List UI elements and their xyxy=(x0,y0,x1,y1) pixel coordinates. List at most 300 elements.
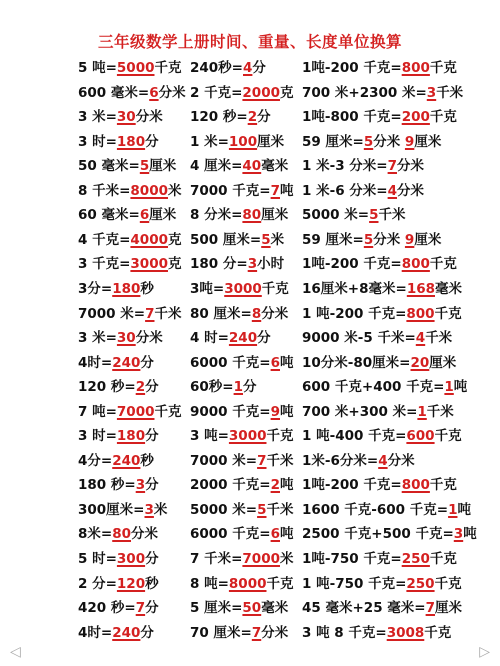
answer-value: 1 xyxy=(233,379,244,396)
question-text: 3 米= xyxy=(78,330,117,347)
question-text: 600 毫米= xyxy=(78,84,150,101)
answer-value: 4 xyxy=(243,60,253,76)
conversion-item xyxy=(78,473,159,497)
conversion-item xyxy=(302,498,471,522)
unit-text: 秒 xyxy=(145,575,159,592)
question-text: 3分= xyxy=(78,280,113,297)
answer-value: 240 xyxy=(112,624,141,641)
unit-text: 厘米 xyxy=(429,354,457,371)
answer-value: 80 xyxy=(242,207,262,224)
unit-text: 分米 xyxy=(373,231,405,248)
answer-value: 8000 xyxy=(130,182,168,199)
unit-text: 千米 xyxy=(436,84,464,101)
conversion-item xyxy=(78,449,154,473)
conversion-item xyxy=(78,130,159,154)
question-text: 4时= xyxy=(78,354,113,371)
unit-text: 千米 xyxy=(426,403,454,420)
unit-text: 千克 xyxy=(434,575,462,592)
conversion-item xyxy=(78,547,159,571)
question-text: 5 吨= xyxy=(78,60,117,76)
conversion-item xyxy=(302,473,457,497)
conversion-item xyxy=(78,522,158,546)
answer-value: 7 xyxy=(270,182,280,199)
question-text: 4 千克= xyxy=(78,231,131,248)
answer-value: 5 xyxy=(139,158,150,175)
conversion-row xyxy=(0,203,500,227)
unit-text: 分米 xyxy=(261,305,289,322)
question-text: 5 厘米= xyxy=(190,600,243,617)
conversion-item xyxy=(302,203,406,227)
question-text: 3 千克= xyxy=(78,256,131,273)
answer-value: 7 xyxy=(135,600,146,617)
question-text: 2 千克= xyxy=(190,84,243,101)
answer-value: 7000 xyxy=(116,403,155,420)
unit-text: 分米 xyxy=(397,182,425,199)
unit-text: 千克 xyxy=(424,624,452,641)
answer-value: 2000 xyxy=(242,84,280,101)
question-text: 3 吨= xyxy=(190,428,229,445)
unit-text: 千克 xyxy=(429,109,457,126)
answer-value: 180 xyxy=(116,133,146,150)
conversion-item xyxy=(302,130,441,154)
unit-text: 千克 xyxy=(261,280,289,297)
unit-text: 吨 xyxy=(463,526,477,543)
answer-value: 7 xyxy=(257,452,267,469)
conversion-item xyxy=(78,56,181,80)
question-text: 1 米-3 分米= xyxy=(302,158,388,175)
conversion-item xyxy=(78,424,159,448)
unit-text: 分米 xyxy=(131,526,159,543)
answer-value: 4 xyxy=(387,182,398,199)
answer-value: 3 xyxy=(135,477,146,494)
conversion-item xyxy=(302,56,457,80)
unit-text: 千克 xyxy=(266,575,294,592)
answer-value: 6 xyxy=(149,84,159,101)
conversion-item xyxy=(78,81,186,105)
answer-value: 2 xyxy=(247,109,258,126)
answer-value: 7 xyxy=(425,600,436,617)
question-text: 59 厘米= xyxy=(302,133,364,150)
conversion-row xyxy=(0,572,500,596)
conversion-row xyxy=(0,105,500,129)
conversion-item xyxy=(190,154,288,178)
conversion-item xyxy=(302,252,457,276)
unit-text: 吨 xyxy=(280,182,294,199)
conversion-row xyxy=(0,424,500,448)
question-text: 8米= xyxy=(78,526,113,543)
conversion-item xyxy=(302,449,415,473)
unit-text: 毫米 xyxy=(435,280,462,297)
answer-value: 4000 xyxy=(130,231,168,248)
unit-text: 吨 xyxy=(280,354,294,371)
unit-text: 千克 xyxy=(429,256,457,273)
question-text: 16厘米+8毫米= xyxy=(302,280,407,297)
question-text: 1吨-200 千克= xyxy=(302,60,402,76)
prev-page-icon[interactable]: ◁ xyxy=(10,644,21,660)
answer-value: 5000 xyxy=(116,60,155,76)
conversion-item xyxy=(190,228,284,252)
conversion-item xyxy=(302,326,452,350)
answer-value: 8000 xyxy=(228,575,267,592)
unit-text: 千米 xyxy=(154,305,182,322)
unit-text: 米 xyxy=(279,551,294,567)
question-text: 1 吨-400 千克= xyxy=(302,428,407,445)
conversion-row xyxy=(0,400,500,424)
answer-value: 1 xyxy=(417,403,427,420)
unit-text: 千米 xyxy=(378,207,406,224)
unit-text: 吨 xyxy=(280,477,294,494)
unit-text: 克 xyxy=(167,231,182,248)
answer-value: 1 xyxy=(444,379,454,396)
answer-value: 20 xyxy=(410,354,430,371)
answer-value: 240 xyxy=(112,452,141,469)
unit-text: 千克 xyxy=(429,551,457,567)
unit-text: 分米 xyxy=(373,133,405,150)
conversion-row xyxy=(0,179,500,203)
question-text: 45 毫米+25 毫米= xyxy=(302,600,426,617)
answer-value: 240 xyxy=(112,354,141,371)
conversion-item xyxy=(78,302,182,326)
unit-text: 吨 xyxy=(280,403,294,420)
conversion-item xyxy=(302,596,462,620)
conversion-item xyxy=(302,105,457,129)
unit-text: 千米 xyxy=(266,452,294,469)
question-text: 2500 千克+500 千克= xyxy=(302,526,454,543)
unit-text: 厘米 xyxy=(414,231,442,248)
conversion-item xyxy=(302,400,454,424)
question-text: 10分米-80厘米= xyxy=(302,354,411,371)
question-text: 8 吨= xyxy=(190,575,229,592)
conversion-item xyxy=(190,400,294,424)
conversion-row xyxy=(0,277,500,301)
conversion-row xyxy=(0,449,500,473)
question-text: 1 米= xyxy=(190,133,229,150)
question-text: 5 时= xyxy=(78,551,117,567)
question-text: 7000 千克= xyxy=(190,182,271,199)
answer-value: 3 xyxy=(247,256,258,273)
answer-value: 7000 xyxy=(242,551,280,567)
question-text: 3吨= xyxy=(190,280,225,297)
question-text: 1 米-6 分米= xyxy=(302,182,388,199)
question-text: 2 分= xyxy=(78,575,117,592)
question-text: 500 厘米= xyxy=(190,231,262,248)
conversion-item xyxy=(78,179,181,203)
conversion-item xyxy=(302,424,462,448)
unit-text: 分 xyxy=(145,600,159,617)
question-text: 700 米+300 米= xyxy=(302,403,418,420)
answer-value: 3000 xyxy=(224,280,262,297)
conversion-row xyxy=(0,596,500,620)
answer-value: 100 xyxy=(228,133,258,150)
unit-text: 分 xyxy=(145,477,159,494)
unit-text: 秒 xyxy=(140,280,154,297)
answer-value: 9 xyxy=(270,403,280,420)
question-text: 5000 米= xyxy=(190,501,258,518)
unit-text: 分 xyxy=(252,60,266,76)
answer-value: 200 xyxy=(401,109,430,126)
unit-text: 分 xyxy=(140,624,154,641)
unit-text: 分 xyxy=(257,330,271,347)
answer-value: 50 xyxy=(242,600,262,617)
question-text: 80 厘米= xyxy=(190,305,252,322)
unit-text: 分米 xyxy=(135,109,163,126)
conversion-item xyxy=(78,400,181,424)
question-text: 9000 千克= xyxy=(190,403,271,420)
conversion-row xyxy=(0,547,500,571)
question-text: 1米-6分米= xyxy=(302,452,379,469)
conversion-row xyxy=(0,154,500,178)
conversion-row xyxy=(0,498,500,522)
unit-text: 分 xyxy=(145,133,159,150)
answer-value: 3000 xyxy=(130,256,168,273)
answer-value: 800 xyxy=(401,60,430,76)
answer-value: 40 xyxy=(242,158,262,175)
conversion-item xyxy=(190,498,294,522)
question-text: 70 厘米= xyxy=(190,624,252,641)
answer-value: 5 xyxy=(363,231,374,248)
conversion-item xyxy=(78,498,167,522)
answer-value: 30 xyxy=(116,109,136,126)
conversion-item xyxy=(78,203,176,227)
conversion-row xyxy=(0,473,500,497)
question-text: 60秒= xyxy=(190,379,234,396)
answer-value: 5 xyxy=(363,133,374,150)
answer-value: 7 xyxy=(145,305,155,322)
conversion-item xyxy=(190,424,293,448)
unit-text: 毫米 xyxy=(261,600,289,617)
conversion-row xyxy=(0,56,500,80)
question-text: 600 千克+400 千克= xyxy=(302,379,445,396)
conversion-item xyxy=(190,277,289,301)
conversion-row xyxy=(0,621,500,645)
question-text: 50 毫米= xyxy=(78,158,140,175)
conversion-item xyxy=(78,228,181,252)
question-text: 3 时= xyxy=(78,133,117,150)
question-text: 7 吨= xyxy=(78,403,117,420)
conversion-item xyxy=(302,621,451,645)
unit-text: 千克 xyxy=(154,403,182,420)
question-text: 4分= xyxy=(78,452,113,469)
conversion-item xyxy=(78,105,163,129)
unit-text: 厘米 xyxy=(149,158,177,175)
conversion-item xyxy=(302,179,424,203)
unit-text: 克 xyxy=(167,256,182,273)
answer-value: 2 xyxy=(135,379,146,396)
conversion-item xyxy=(190,252,284,276)
answer-value: 4 xyxy=(378,452,388,469)
conversion-item xyxy=(190,522,294,546)
answer-value: 5 xyxy=(369,207,379,224)
unit-text: 米 xyxy=(270,231,285,248)
question-text: 4时= xyxy=(78,624,113,641)
question-text: 1吨-200 千克= xyxy=(302,477,402,494)
conversion-item xyxy=(190,203,288,227)
answer-value: 300 xyxy=(116,551,146,567)
unit-text: 毫米 xyxy=(261,158,289,175)
question-text: 1吨-800 千克= xyxy=(302,109,402,126)
answer-value: 120 xyxy=(116,575,146,592)
answer-value: 3 xyxy=(426,84,437,101)
unit-text: 小时 xyxy=(257,256,285,273)
question-text: 700 米+2300 米= xyxy=(302,84,427,101)
conversion-item xyxy=(190,547,293,571)
answer-value: 168 xyxy=(406,280,435,297)
conversion-row xyxy=(0,351,500,375)
conversion-item xyxy=(190,56,266,80)
answer-value: 3000 xyxy=(228,428,267,445)
conversion-item xyxy=(78,252,181,276)
conversion-row xyxy=(0,302,500,326)
answer-value: 9 xyxy=(404,231,415,248)
unit-text: 分米 xyxy=(135,330,163,347)
answer-value: 250 xyxy=(401,551,430,567)
answer-value: 7 xyxy=(251,624,262,641)
answer-value: 800 xyxy=(406,305,435,322)
conversion-item xyxy=(190,473,294,497)
unit-text: 千克 xyxy=(154,60,182,76)
conversion-row xyxy=(0,326,500,350)
answer-value: 9 xyxy=(404,133,415,150)
conversion-item xyxy=(190,179,294,203)
unit-text: 厘米 xyxy=(257,133,285,150)
unit-text: 吨 xyxy=(457,501,471,518)
unit-text: 千克 xyxy=(429,477,457,494)
answer-value: 600 xyxy=(406,428,435,445)
answer-value: 5 xyxy=(257,501,267,518)
answer-value: 80 xyxy=(112,526,132,543)
question-text: 8 千米= xyxy=(78,182,131,199)
unit-text: 分 xyxy=(243,379,257,396)
unit-text: 分 xyxy=(145,379,159,396)
conversion-row xyxy=(0,522,500,546)
unit-text: 千克 xyxy=(434,305,462,322)
conversion-item xyxy=(190,621,288,645)
conversion-item xyxy=(78,326,163,350)
conversion-item xyxy=(302,81,463,105)
unit-text: 千克 xyxy=(429,60,457,76)
question-text: 180 分= xyxy=(190,256,248,273)
unit-text: 厘米 xyxy=(414,133,442,150)
unit-text: 千克 xyxy=(266,428,294,445)
question-text: 6000 千克= xyxy=(190,354,271,371)
conversion-row xyxy=(0,81,500,105)
unit-text: 厘米 xyxy=(261,207,289,224)
exercise-sheet xyxy=(0,56,500,656)
answer-value: 3008 xyxy=(386,624,425,641)
conversion-item xyxy=(302,351,456,375)
next-page-icon[interactable]: ▷ xyxy=(479,644,490,660)
page-title: 三年级数学上册时间、重量、长度单位换算 xyxy=(97,33,402,51)
question-text: 59 厘米= xyxy=(302,231,364,248)
answer-value: 6 xyxy=(139,207,150,224)
conversion-row xyxy=(0,252,500,276)
unit-text: 厘米 xyxy=(435,600,463,617)
answer-value: 2 xyxy=(270,477,280,494)
unit-text: 克 xyxy=(279,84,294,101)
unit-text: 分 xyxy=(140,354,154,371)
question-text: 240秒= xyxy=(190,60,243,76)
conversion-item xyxy=(190,81,293,105)
conversion-item xyxy=(302,228,441,252)
conversion-row xyxy=(0,130,500,154)
question-text: 1600 千克-600 千克= xyxy=(302,501,449,518)
conversion-item xyxy=(78,154,176,178)
answer-value: 7 xyxy=(387,158,398,175)
question-text: 120 秒= xyxy=(190,109,248,126)
question-text: 1 吨-750 千克= xyxy=(302,575,407,592)
unit-text: 千克 xyxy=(434,428,462,445)
answer-value: 3 xyxy=(453,526,464,543)
conversion-item xyxy=(302,154,424,178)
question-text: 7 千米= xyxy=(190,551,243,567)
conversion-item xyxy=(302,522,477,546)
answer-value: 6 xyxy=(270,526,280,543)
question-text: 1吨-750 千克= xyxy=(302,551,402,567)
unit-text: 分 xyxy=(257,109,271,126)
unit-text: 厘米 xyxy=(149,207,177,224)
answer-value: 3 xyxy=(144,501,154,518)
unit-text: 秒 xyxy=(140,452,154,469)
question-text: 3 时= xyxy=(78,428,117,445)
conversion-item xyxy=(302,375,467,399)
conversion-item xyxy=(190,596,288,620)
question-text: 4 时= xyxy=(190,330,229,347)
answer-value: 180 xyxy=(116,428,146,445)
answer-value: 250 xyxy=(406,575,435,592)
unit-text: 千米 xyxy=(266,501,294,518)
unit-text: 米 xyxy=(167,182,182,199)
conversion-item xyxy=(78,375,159,399)
conversion-item xyxy=(78,621,154,645)
question-text: 1 吨-200 千克= xyxy=(302,305,407,322)
question-text: 7000 米= xyxy=(190,452,258,469)
question-text: 3 吨 8 千克= xyxy=(302,624,387,641)
question-text: 420 秒= xyxy=(78,600,136,617)
answer-value: 180 xyxy=(112,280,141,297)
conversion-item xyxy=(190,351,294,375)
unit-text: 分 xyxy=(145,428,159,445)
conversion-row xyxy=(0,228,500,252)
answer-value: 8 xyxy=(251,305,262,322)
conversion-item xyxy=(78,572,159,596)
conversion-item xyxy=(78,596,159,620)
conversion-item xyxy=(302,572,462,596)
question-text: 1吨-200 千克= xyxy=(302,256,402,273)
answer-value: 800 xyxy=(401,256,430,273)
unit-text: 分 xyxy=(145,551,159,567)
conversion-item xyxy=(190,326,271,350)
answer-value: 6 xyxy=(270,354,280,371)
unit-text: 分米 xyxy=(158,84,186,101)
question-text: 5000 米= xyxy=(302,207,370,224)
answer-value: 800 xyxy=(401,477,430,494)
conversion-item xyxy=(302,277,462,301)
answer-value: 240 xyxy=(228,330,258,347)
conversion-row xyxy=(0,375,500,399)
question-text: 2000 千克= xyxy=(190,477,271,494)
unit-text: 吨 xyxy=(280,526,294,543)
conversion-item xyxy=(190,130,284,154)
question-text: 120 秒= xyxy=(78,379,136,396)
conversion-item xyxy=(190,449,294,473)
answer-value: 4 xyxy=(415,330,426,347)
answer-value: 5 xyxy=(261,231,271,248)
question-text: 180 秒= xyxy=(78,477,136,494)
conversion-item xyxy=(302,547,457,571)
conversion-item xyxy=(78,351,154,375)
question-text: 4 厘米= xyxy=(190,158,243,175)
unit-text: 分米 xyxy=(397,158,425,175)
